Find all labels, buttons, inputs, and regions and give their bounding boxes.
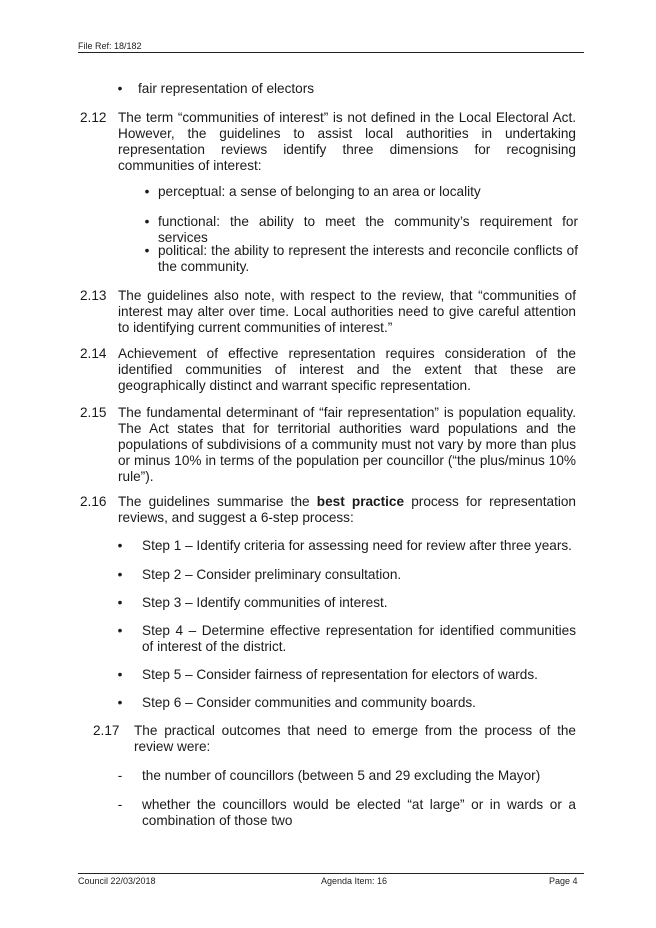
paragraph-text: Achievement of effective representation requires consideration of the identified communities of interest and the extent that these are geographically distinct and warrant specific representation. <box>118 346 576 393</box>
paragraph-text: The term “communities of interest” is not defined in the Local Electoral Act. However, the guidelines to assist local authorities in undertaking representation reviews identify three dimensions for recognising communities of interest: <box>118 110 576 173</box>
footer-page-number: Page 4 <box>549 876 578 886</box>
paragraph-number: 2.17 <box>93 723 120 738</box>
list-item: the number of councillors (between 5 and 29 excluding the Mayor) <box>142 768 541 783</box>
paragraph-number: 2.16 <box>80 494 107 509</box>
bullet-icon: • <box>117 81 123 96</box>
bullet-icon: • <box>117 567 123 582</box>
step-item: Step 2 – Consider preliminary consultation. <box>142 567 402 582</box>
step-item: Step 1 – Identify criteria for assessing need for review after three years. <box>142 538 572 553</box>
paragraph-number: 2.15 <box>80 405 107 420</box>
file-reference: File Ref: 18/182 <box>78 41 142 51</box>
footer-agenda-item: Agenda Item: 16 <box>321 876 388 886</box>
footer-meeting-date: Council 22/03/2018 <box>78 876 156 886</box>
step-item: Step 6 – Consider communities and community boards. <box>142 695 476 710</box>
paragraph-number: 2.13 <box>80 288 107 303</box>
bullet-icon: • <box>117 595 123 610</box>
step-item: Step 5 – Consider fairness of representation for electors of wards. <box>142 667 538 682</box>
bullet-icon: • <box>117 695 123 710</box>
footer-rule <box>78 873 584 874</box>
paragraph-text: The guidelines summarise the best practice process for representation reviews, and suggest a 6-step process: <box>118 494 576 525</box>
paragraph-text: The guidelines also note, with respect to the review, that “communities of interest may alter over time. Local authorities need to give careful attention to identifying current communities of interest.” <box>118 288 576 335</box>
list-item: political: the ability to represent the interests and reconcile conflicts of the community. <box>158 243 578 274</box>
bullet-icon: • <box>144 243 150 258</box>
bullet-icon: • <box>117 623 123 638</box>
paragraph-text: The practical outcomes that need to emerge from the process of the review were: <box>134 723 576 754</box>
bullet-icon: • <box>144 214 150 229</box>
paragraph-number: 2.12 <box>80 110 107 125</box>
emphasis-text: best practice <box>316 494 405 509</box>
bullet-icon: • <box>144 184 150 199</box>
paragraph-number: 2.14 <box>80 346 107 361</box>
list-item: fair representation of electors <box>138 81 315 96</box>
dash-icon: - <box>117 768 123 783</box>
paragraph-text: The fundamental determinant of “fair representation” is population equality. The Act states that for territorial authorities ward populations and the populations of subdivisions of a community must not vary by more than plus or minus 10% in terms of the population per councillor (“the plus/minus 10% rule”). <box>118 405 576 484</box>
dash-icon: - <box>117 797 123 812</box>
bullet-icon: • <box>117 667 123 682</box>
header-rule <box>78 52 584 53</box>
step-item: Step 3 – Identify communities of interest. <box>142 595 388 610</box>
bullet-icon: • <box>117 538 123 553</box>
step-item: Step 4 – Determine effective representation for identified communities of interest of the district. <box>142 623 576 654</box>
list-item: whether the councillors would be elected “at large” or in wards or a combination of those two <box>142 797 576 828</box>
list-item: functional: the ability to meet the community’s requirement for services <box>158 214 578 245</box>
list-item: perceptual: a sense of belonging to an area or locality <box>158 184 481 199</box>
